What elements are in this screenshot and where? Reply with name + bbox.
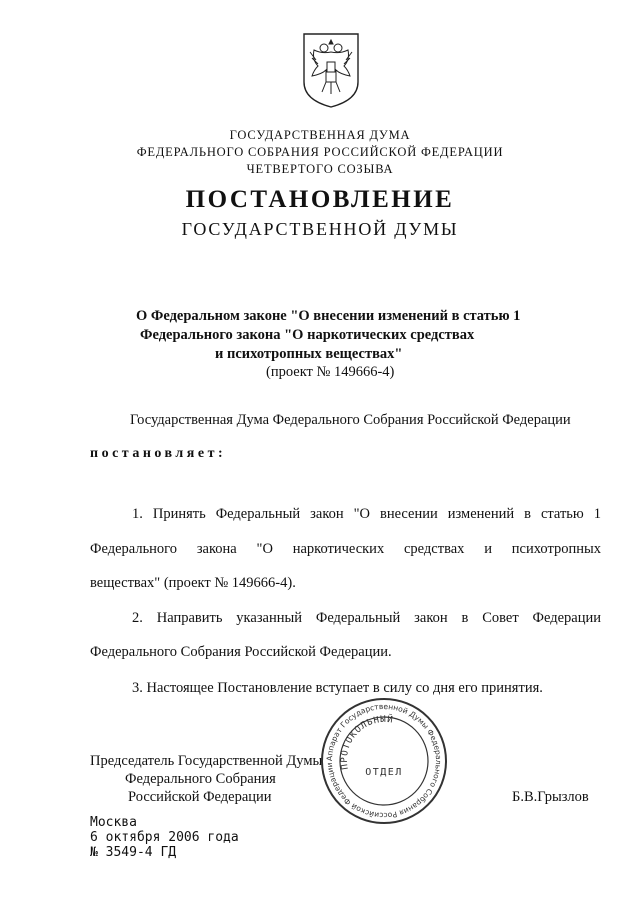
issue-date: 6 октября 2006 года	[90, 830, 239, 845]
subject-line-1: О Федеральном законе "О внесении изменений в статью 1	[136, 308, 521, 324]
issuer-line-3: ЧЕТВЕРТОГО СОЗЫВА	[246, 162, 394, 176]
project-number: (проект № 149666-4)	[266, 364, 395, 380]
signatory-title-line-1: Председатель Государственной Думы	[90, 753, 323, 769]
stamp-center-text: ОТДЕЛ	[365, 767, 403, 778]
item-2-line-1: 2. Направить указанный Федеральный закон в Совет Федерации	[132, 610, 601, 626]
document-title: ПОСТАНОВЛЕНИЕ	[185, 186, 455, 213]
signatory-title-line-3: Российской Федерации	[128, 789, 272, 805]
coat-of-arms-icon	[300, 30, 362, 110]
subject-line-2: Федерального закона "О наркотических средствах	[140, 327, 475, 343]
signatory-name: Б.В.Грызлов	[512, 789, 589, 805]
item-3-line-1: 3. Настоящее Постановление вступает в силу со дня его принятия.	[132, 680, 543, 696]
item-1-line-1: 1. Принять Федеральный закон "О внесении изменений в статью 1	[132, 506, 601, 522]
document-number: № 3549-4 ГД	[90, 845, 177, 860]
resolves-label: постановляет:	[90, 446, 227, 461]
official-stamp	[318, 695, 450, 827]
issuer-header	[0, 127, 640, 178]
issuer-line-2: ФЕДЕРАЛЬНОГО СОБРАНИЯ РОССИЙСКОЙ ФЕДЕРАЦИИ	[136, 145, 504, 159]
item-1-line-2: Федерального закона "О наркотических средствах и психотропных	[90, 541, 601, 557]
issue-city: Москва	[90, 815, 137, 830]
footer-block	[90, 815, 239, 860]
issuer-line-1: ГОСУДАРСТВЕННАЯ ДУМА	[229, 128, 411, 142]
item-2-line-2: Федерального Собрания Российской Федерации.	[90, 644, 392, 660]
stamp-ring-text: Аппарат Государственной Думы Федерального Собрания Российской Федерации	[324, 701, 444, 821]
item-1-line-3: веществах" (проект № 149666-4).	[90, 575, 296, 591]
stamp-arc-text: ПРОТОКОЛЬНЫЙ	[339, 714, 395, 771]
preamble-text: Государственная Дума Федерального Собрания Российской Федерации	[130, 412, 571, 428]
document-subtitle: ГОСУДАРСТВЕННОЙ ДУМЫ	[181, 219, 459, 239]
subject-line-3: и психотропных веществах"	[215, 346, 403, 362]
signatory-title-line-2: Федерального Собрания	[125, 771, 276, 787]
